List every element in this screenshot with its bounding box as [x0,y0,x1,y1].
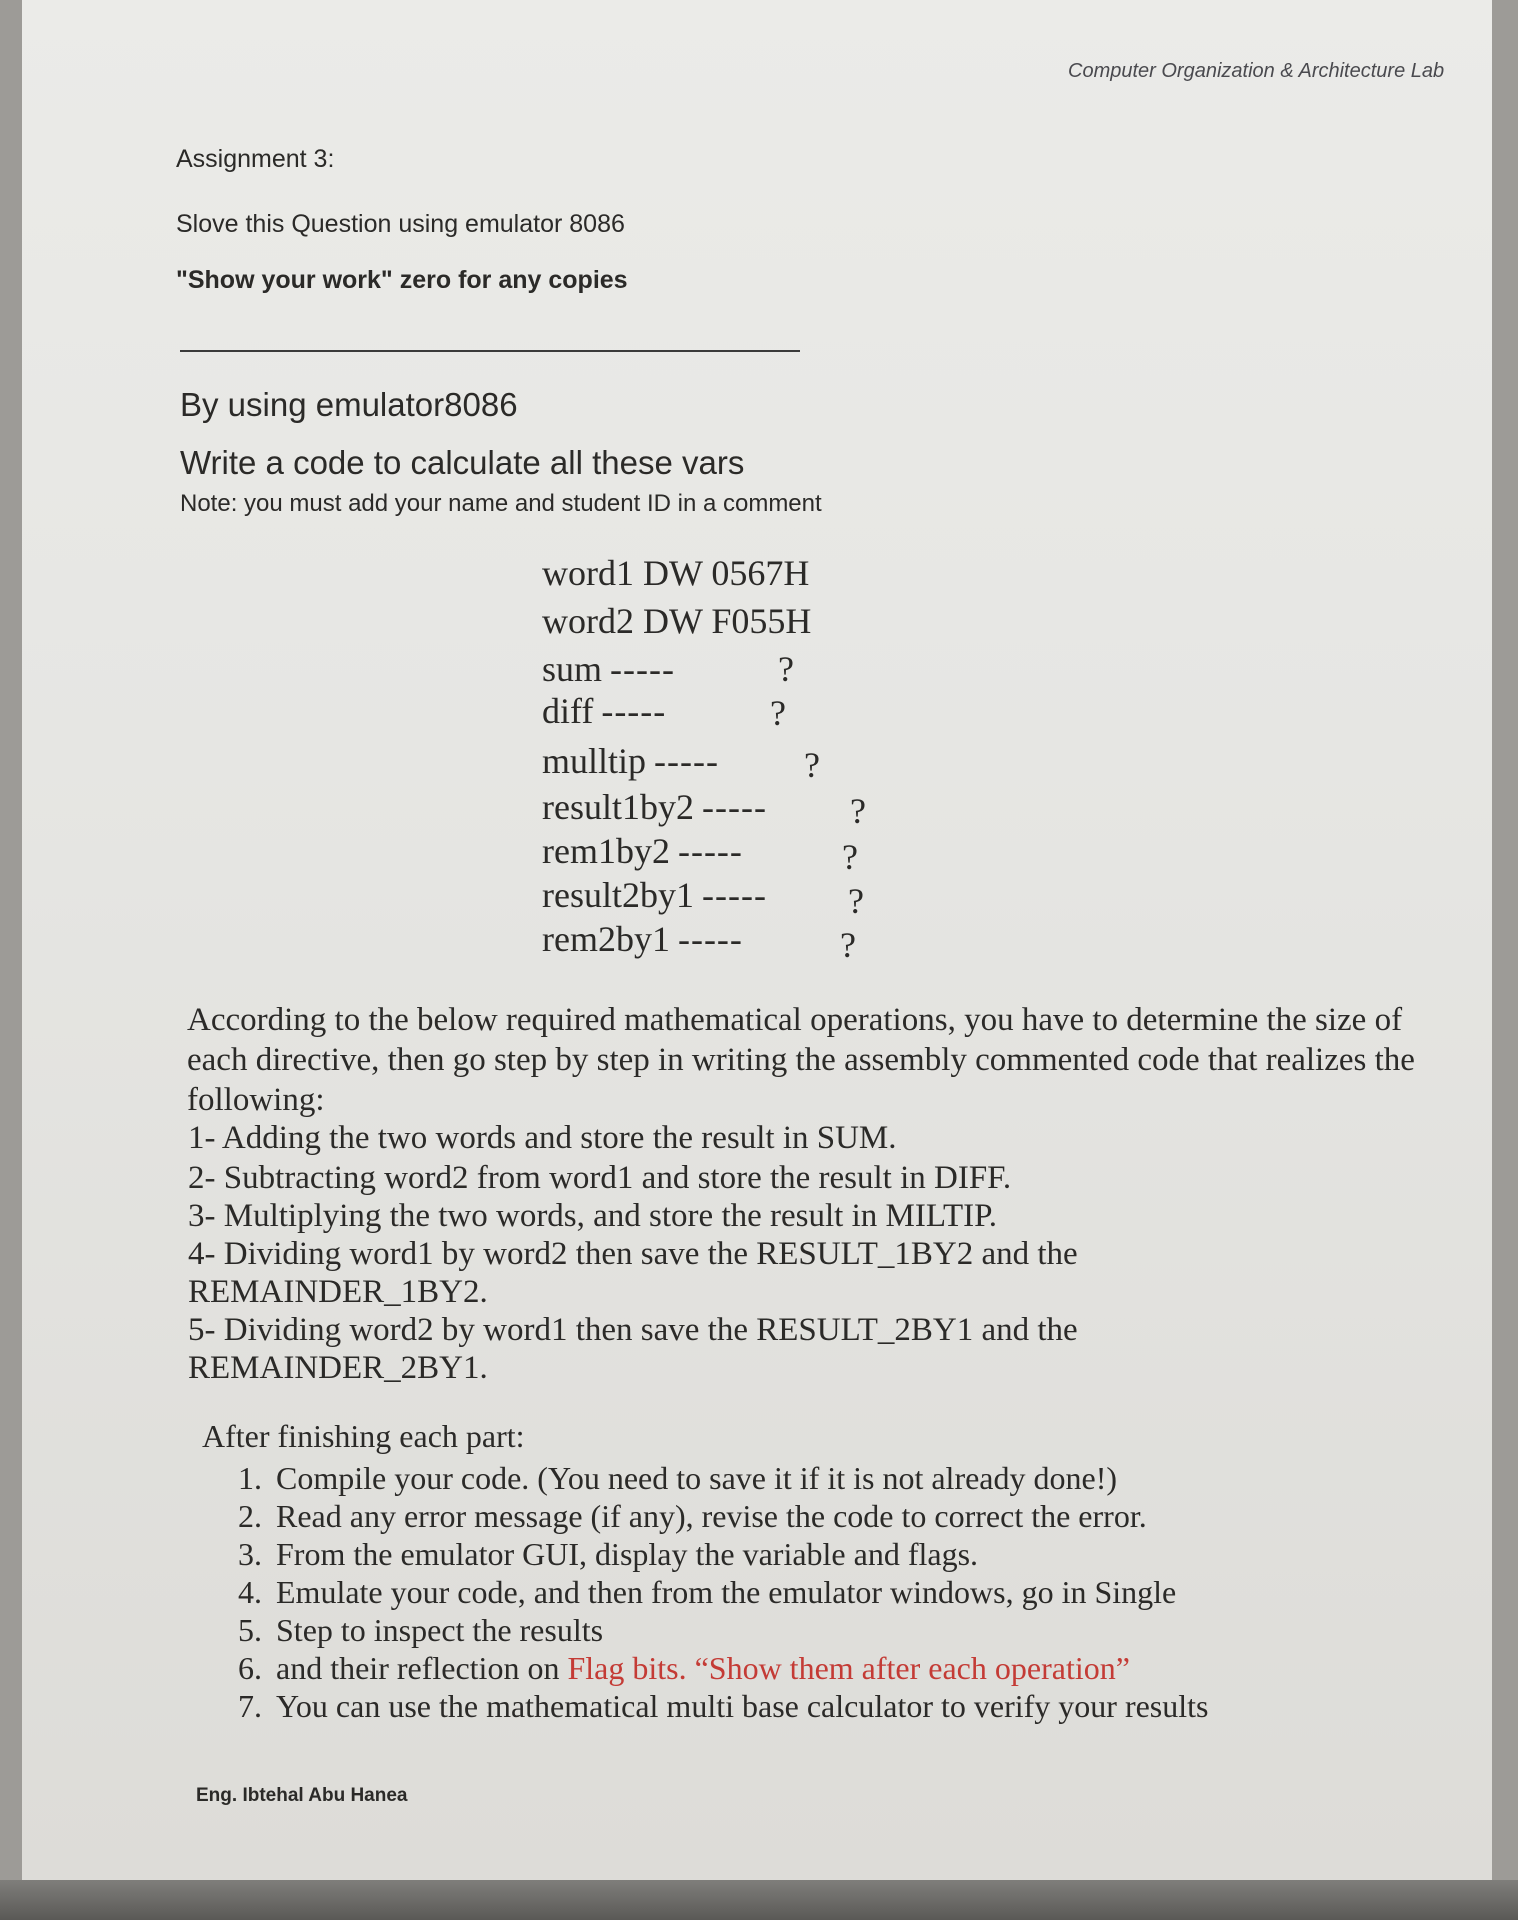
bottom-edge [0,1880,1518,1920]
var-rem2by1-value: ? [840,925,856,965]
step-number: 6. [238,1650,262,1686]
step-3 [238,1536,978,1573]
step-number: 5. [238,1612,262,1648]
var-name: result2by1 [542,875,694,915]
var-mulltip-value: ? [804,745,820,785]
task-5-cont: REMAINDER_2BY1. [188,1350,488,1386]
var-diff [542,690,666,732]
var-name: sum [542,649,603,689]
var-dashes: ----- [677,919,743,959]
var-dashes: ----- [701,875,767,915]
var-name: mulltip [542,741,647,781]
var-dashes: ----- [701,787,767,827]
step-number: 7. [238,1688,262,1724]
step-number: 1. [238,1460,262,1496]
step-6 [238,1650,1130,1687]
lab-title: Computer Organization & Architecture Lab [1068,60,1445,82]
flag-bits-highlight: Flag bits. “Show them after each operation” [567,1650,1130,1686]
var-sum [542,648,675,690]
assignment-title: Assignment 3: [176,145,335,173]
document-page [22,0,1492,1880]
write-code-heading: Write a code to calculate all these vars [180,444,745,481]
var-dashes: ----- [601,691,667,731]
task-5: 5- Dividing word2 by word1 then save the RESULT_2BY1 and the [188,1312,1078,1348]
var-rem1by2-value: ? [842,837,858,877]
var-result2by1 [542,874,767,916]
step-1 [238,1460,1117,1497]
step-text: Emulate your code, and then from the emulator windows, go in Single [276,1574,1177,1610]
step-text: You can use the mathematical multi base calculator to verify your results [276,1688,1209,1724]
var-mulltip [542,740,719,782]
var-result2by1-value: ? [848,881,864,921]
note-line: Note: you must add your name and student ID in a comment [180,490,822,517]
step-number: 3. [238,1536,262,1572]
after-heading: After finishing each part: [202,1418,525,1454]
var-dashes: ----- [677,831,743,871]
step-5 [238,1612,603,1649]
task-4-cont: REMAINDER_1BY2. [188,1274,488,1310]
var-word2: word2 DW F055H [542,601,812,641]
var-diff-value: ? [770,693,786,733]
step-2 [238,1498,1147,1535]
step-4 [238,1574,1176,1611]
solve-instruction: Slove this Question using emulator 8086 [176,210,625,238]
var-rem1by2 [542,830,743,872]
show-work-note: "Show your work" zero for any copies [176,266,628,294]
task-4: 4- Dividing word1 by word2 then save the RESULT_1BY2 and the [188,1236,1078,1272]
author-footer: Eng. Ibtehal Abu Hanea [196,1785,408,1806]
divider [180,350,800,352]
task-2: 2- Subtracting word2 from word1 and store the result in DIFF. [188,1160,1012,1196]
var-result1by2-value: ? [850,791,866,831]
var-name: result1by2 [542,787,694,827]
var-name: rem2by1 [542,919,670,959]
step-number: 4. [238,1574,262,1610]
step-text: Read any error message (if any), revise the code to correct the error. [276,1498,1147,1534]
step-text: Step to inspect the results [276,1612,604,1648]
var-result1by2 [542,786,767,828]
var-sum-value: ? [778,649,794,689]
description-text: According to the below required mathematical operations, you have to determine the size of each directive, then go step by step in writing the assembly commented code that realizes the following: [187,1002,1415,1118]
var-dashes: ----- [654,741,719,781]
task-3: 3- Multiplying the two words, and store the result in MILTIP. [188,1198,998,1234]
var-rem2by1 [542,918,743,960]
by-using-heading: By using emulator8086 [180,386,518,423]
step-number: 2. [238,1498,262,1534]
var-word1: word1 DW 0567H [542,553,810,593]
var-name: rem1by2 [542,831,670,871]
var-name: diff [542,691,594,731]
step-7 [238,1688,1208,1725]
step-text: From the emulator GUI, display the variable and flags. [276,1536,979,1572]
step-text: Compile your code. (You need to save it if it is not already done!) [276,1460,1118,1496]
step-text: and their reflection on [276,1650,568,1686]
description-paragraph [187,1000,1417,1120]
var-dashes: ----- [610,649,675,689]
task-1: 1- Adding the two words and store the result in SUM. [188,1120,897,1156]
